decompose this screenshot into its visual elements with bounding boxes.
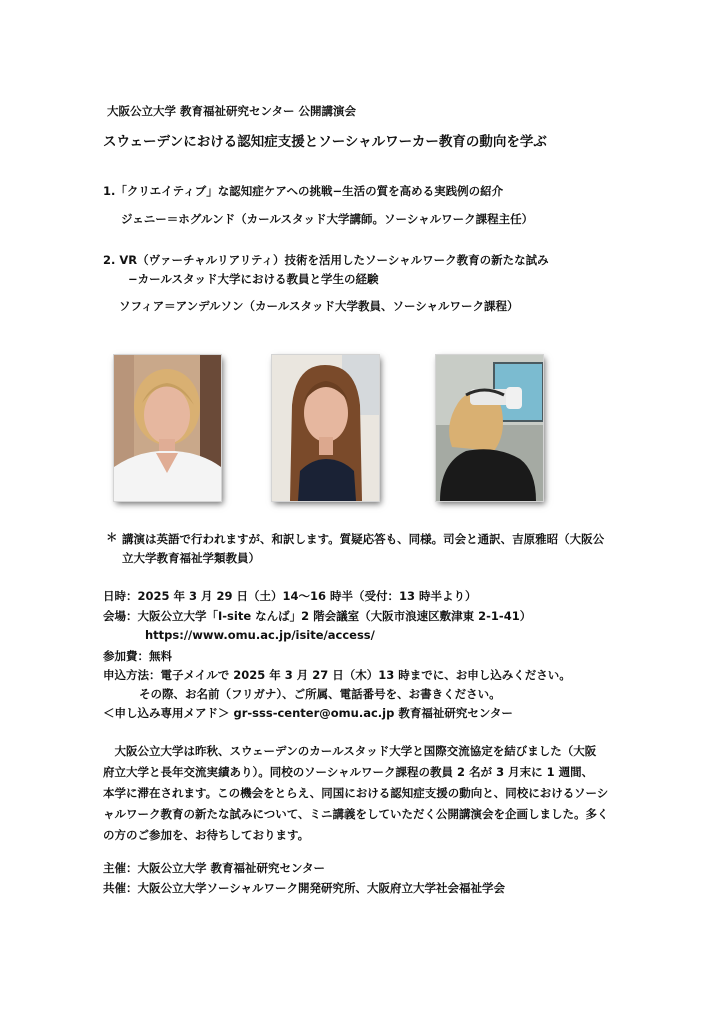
apply-method: 申込方法：電子メイルで 2025 年 3 月 27 日（木）13 時までに、お申し込みください。: [103, 668, 571, 682]
speaker-photo-2: [272, 355, 379, 501]
description-line: ャルワーク教育の新たな試みについて、ミニ講義をしていただく公開講演会を企画しました。多く: [103, 807, 609, 821]
note-mark: ＊: [106, 530, 118, 544]
venue-url-link[interactable]: https://www.omu.ac.jp/isite/access/: [145, 628, 375, 642]
note-line-1: 講演は英語で行われますが、和訳します。質疑応答も、同様。司会と通訳、吉原雅昭（大阪公: [122, 532, 605, 546]
organizer-host: 主催：大阪公立大学 教育福祉研究センター: [103, 861, 326, 875]
description-line: の方のご参加を、お待ちしております。: [103, 828, 310, 842]
speaker-photo-3: [436, 355, 543, 501]
description-line: 府立大学と長年交流実績あり）。同校のソーシャルワーク課程の教員 2 名が 3 月末に 1 週間、: [103, 765, 594, 779]
event-datetime: 日時：2025 年 3 月 29 日（土）14〜16 時半（受付：13 時半より）: [103, 589, 477, 603]
talk-1-title: 1.「クリエイティブ」な認知症ケアへの挑戦−生活の質を高める実践例の紹介: [103, 184, 504, 198]
speaker-photo-1: [114, 355, 221, 501]
apply-note: その際、お名前（フリガナ）、ご所属、電話番号を、お書きください。: [139, 687, 501, 701]
event-venue: 会場：大阪公立大学「I-site なんば」2 階会議室（大阪市浪速区敷津東 2-1-41）: [103, 609, 532, 623]
description-paragraph: [103, 741, 633, 846]
description-line: 大阪公立大学は昨秋、スウェーデンのカールスタッド大学と国際交流協定を結びました（大阪: [103, 744, 597, 758]
organizer-cohost: 共催：大阪公立大学ソーシャルワーク開発研究所、大阪府立大学社会福祉学会: [103, 881, 506, 895]
talk-2-title: 2. VR（ヴァーチャルリアリティ）技術を活用したソーシャルワーク教育の新たな試み: [103, 253, 549, 267]
talk-2-subtitle: −カールスタッド大学における教員と学生の経験: [128, 272, 379, 286]
event-fee: 参加費：無料: [103, 649, 172, 663]
description-line: 本学に滞在されます。この機会をとらえ、同国における認知症支援の動向と、同校におけるソーシ: [103, 786, 609, 800]
event-header: 大阪公立大学 教育福祉研究センター 公開講演会: [107, 104, 357, 118]
event-subtitle: スウェーデンにおける認知症支援とソーシャルワーカー教育の動向を学ぶ: [103, 134, 547, 150]
talk-1-speaker: ジェニー＝ホグルンド（カールスタッド大学講師。ソーシャルワーク課程主任）: [121, 212, 534, 226]
note-line-2: 立大学教育福祉学類教員）: [122, 551, 260, 565]
talk-2-speaker: ソフィア＝アンデルソン（カールスタッド大学教員、ソーシャルワーク課程）: [119, 299, 519, 313]
application-email[interactable]: ＜申し込み専用メアド＞ gr-sss-center@omu.ac.jp 教育福祉研究センター: [103, 706, 513, 720]
